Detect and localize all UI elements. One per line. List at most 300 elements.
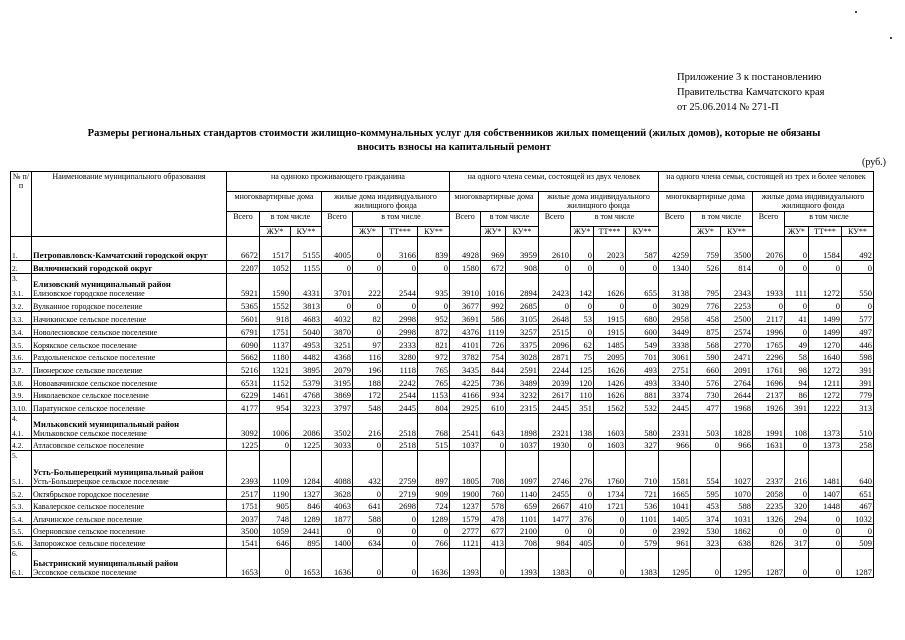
value-cell: 708 bbox=[506, 537, 539, 549]
appendix-line-2: Правительства Камчатского края bbox=[677, 87, 825, 98]
value-cell: 82 bbox=[353, 312, 383, 325]
value-cell: 821 bbox=[418, 338, 450, 351]
value-cell: 2518 bbox=[383, 439, 418, 451]
header-ku: КУ** bbox=[291, 227, 322, 237]
header-including: в том числе bbox=[571, 212, 659, 227]
value-cell: 0 bbox=[785, 525, 809, 537]
value-cell: 2331 bbox=[659, 414, 691, 439]
value-cell: 532 bbox=[626, 401, 659, 414]
value-cell: 2515 bbox=[539, 325, 571, 338]
value-cell: 1052 bbox=[260, 261, 291, 274]
header-individual-1: жилые дома индивидуального жилищного фонда bbox=[322, 192, 450, 212]
value-cell: 0 bbox=[353, 325, 383, 338]
value-cell: 1926 bbox=[753, 401, 785, 414]
value-cell: 568 bbox=[691, 338, 721, 351]
value-cell: 1968 bbox=[721, 401, 753, 414]
value-cell: 2244 bbox=[539, 363, 571, 376]
value-cell: 323 bbox=[691, 537, 721, 549]
value-cell: 58 bbox=[785, 351, 809, 363]
municipality-name bbox=[32, 537, 227, 549]
value-cell: 4177 bbox=[227, 401, 260, 414]
value-cell: 138 bbox=[571, 414, 594, 439]
value-cell: 1761 bbox=[753, 363, 785, 376]
value-cell: 1295 bbox=[721, 549, 753, 578]
municipality-name-text: Озерновское сельское поселение bbox=[33, 527, 146, 536]
municipality-name-text: Паратунское сельское поселение bbox=[33, 404, 145, 413]
value-cell: 1041 bbox=[659, 500, 691, 512]
value-cell: 2719 bbox=[383, 487, 418, 500]
value-cell: 660 bbox=[691, 363, 721, 376]
value-cell: 0 bbox=[809, 261, 842, 274]
value-cell: 351 bbox=[571, 401, 594, 414]
value-cell: 992 bbox=[481, 299, 506, 312]
value-cell: 814 bbox=[721, 261, 753, 274]
municipality-name-text: Вулканное городское поселение bbox=[33, 302, 143, 311]
value-cell: 2337 bbox=[753, 451, 785, 487]
value-cell: 1862 bbox=[721, 525, 753, 537]
value-cell: 3138 bbox=[659, 274, 691, 299]
value-cell: 5155 bbox=[291, 237, 322, 261]
value-cell: 0 bbox=[594, 261, 626, 274]
value-cell: 4088 bbox=[322, 451, 353, 487]
value-cell: 0 bbox=[322, 299, 353, 312]
value-cell: 1751 bbox=[227, 500, 260, 512]
value-cell: 5365 bbox=[227, 299, 260, 312]
value-cell: 0 bbox=[418, 299, 450, 312]
header-including: в том числе bbox=[353, 212, 450, 227]
row-number: 3.9. bbox=[11, 389, 32, 401]
value-cell: 1383 bbox=[539, 549, 571, 578]
value-cell: 1640 bbox=[809, 351, 842, 363]
value-cell: 1340 bbox=[659, 261, 691, 274]
value-cell: 2296 bbox=[753, 351, 785, 363]
value-cell: 1032 bbox=[842, 512, 874, 525]
row-number: 3.8. bbox=[11, 376, 32, 389]
value-cell: 1760 bbox=[594, 451, 626, 487]
value-cell: 0 bbox=[809, 512, 842, 525]
value-cell: 276 bbox=[571, 451, 594, 487]
municipality-name-text: Апачинское сельское поселение bbox=[33, 515, 143, 524]
table-row bbox=[11, 401, 874, 414]
value-cell: 598 bbox=[842, 351, 874, 363]
value-cell: 2037 bbox=[227, 512, 260, 525]
value-cell: 2998 bbox=[383, 325, 418, 338]
value-cell: 391 bbox=[842, 363, 874, 376]
value-cell: 2610 bbox=[539, 237, 571, 261]
header-ku: КУ** bbox=[418, 227, 450, 237]
value-cell: 5216 bbox=[227, 363, 260, 376]
value-cell: 0 bbox=[842, 299, 874, 312]
value-cell: 1448 bbox=[809, 500, 842, 512]
municipality-name bbox=[32, 414, 227, 439]
value-cell: 4768 bbox=[291, 389, 322, 401]
municipality-name bbox=[32, 363, 227, 376]
value-cell: 3033 bbox=[322, 439, 353, 451]
value-cell: 550 bbox=[842, 274, 874, 299]
value-cell: 467 bbox=[842, 500, 874, 512]
value-cell: 578 bbox=[481, 500, 506, 512]
value-cell: 2667 bbox=[539, 500, 571, 512]
document-title bbox=[14, 127, 894, 155]
value-cell: 1828 bbox=[721, 414, 753, 439]
value-cell: 768 bbox=[418, 414, 450, 439]
value-cell: 549 bbox=[626, 338, 659, 351]
value-cell: 1121 bbox=[450, 537, 481, 549]
value-cell: 588 bbox=[353, 512, 383, 525]
value-cell: 1721 bbox=[594, 500, 626, 512]
header-zhu: ЖУ* bbox=[353, 227, 383, 237]
value-cell: 2333 bbox=[383, 338, 418, 351]
value-cell: 1407 bbox=[809, 487, 842, 500]
value-cell: 49 bbox=[785, 338, 809, 351]
municipality-name bbox=[32, 389, 227, 401]
value-cell: 640 bbox=[842, 451, 874, 487]
municipality-name-text: Новоавачинское сельское поселение bbox=[33, 379, 158, 388]
value-cell: 0 bbox=[353, 439, 383, 451]
value-cell: 2998 bbox=[383, 312, 418, 325]
header-tt: ТТ*** bbox=[383, 227, 418, 237]
value-cell: 3500 bbox=[227, 525, 260, 537]
value-cell: 1140 bbox=[506, 487, 539, 500]
municipality-name bbox=[32, 325, 227, 338]
value-cell: 6229 bbox=[227, 389, 260, 401]
value-cell: 766 bbox=[418, 537, 450, 549]
value-cell: 600 bbox=[626, 325, 659, 338]
value-cell: 1426 bbox=[594, 376, 626, 389]
value-cell: 0 bbox=[418, 525, 450, 537]
value-cell: 2058 bbox=[753, 487, 785, 500]
value-cell: 3223 bbox=[291, 401, 322, 414]
value-cell: 588 bbox=[721, 500, 753, 512]
value-cell: 2770 bbox=[721, 338, 753, 351]
value-cell: 0 bbox=[353, 261, 383, 274]
value-cell: 0 bbox=[383, 537, 418, 549]
value-cell: 677 bbox=[481, 525, 506, 537]
value-cell: 2574 bbox=[721, 325, 753, 338]
value-cell: 3257 bbox=[506, 325, 539, 338]
value-cell: 2698 bbox=[383, 500, 418, 512]
value-cell: 0 bbox=[322, 525, 353, 537]
value-cell: 320 bbox=[785, 500, 809, 512]
header-zhu: ЖУ* bbox=[691, 227, 721, 237]
value-cell: 0 bbox=[785, 299, 809, 312]
value-cell: 710 bbox=[626, 451, 659, 487]
row-number bbox=[11, 549, 32, 578]
value-cell: 804 bbox=[418, 401, 450, 414]
value-cell: 1581 bbox=[659, 451, 691, 487]
value-cell: 1101 bbox=[506, 512, 539, 525]
value-cell: 1653 bbox=[291, 549, 322, 578]
header-total: Всего bbox=[227, 212, 260, 237]
municipality-name-text: Быстринский муниципальный район bbox=[33, 558, 179, 568]
value-cell: 0 bbox=[785, 487, 809, 500]
value-cell: 2500 bbox=[721, 312, 753, 325]
value-cell: 905 bbox=[260, 500, 291, 512]
value-cell: 1991 bbox=[753, 414, 785, 439]
row-number: 3.2. bbox=[11, 299, 32, 312]
value-cell: 736 bbox=[481, 376, 506, 389]
value-cell: 760 bbox=[481, 487, 506, 500]
value-cell: 0 bbox=[383, 512, 418, 525]
value-cell: 1027 bbox=[721, 451, 753, 487]
value-cell: 754 bbox=[481, 351, 506, 363]
value-cell: 1636 bbox=[322, 549, 353, 578]
value-cell: 216 bbox=[353, 414, 383, 439]
municipality-name-text: Пионерское сельское поселение bbox=[33, 366, 143, 375]
value-cell: 477 bbox=[691, 401, 721, 414]
value-cell: 1900 bbox=[450, 487, 481, 500]
value-cell: 3500 bbox=[721, 237, 753, 261]
municipality-name-text: Начикинское сельское поселение bbox=[33, 315, 147, 324]
value-cell: 172 bbox=[353, 389, 383, 401]
value-cell: 1405 bbox=[659, 512, 691, 525]
value-cell: 2086 bbox=[291, 414, 322, 439]
municipality-name-text: Мильковский муниципальный район bbox=[33, 419, 179, 429]
value-cell: 4032 bbox=[322, 312, 353, 325]
value-cell: 1031 bbox=[721, 512, 753, 525]
municipality-name bbox=[32, 338, 227, 351]
value-cell: 492 bbox=[842, 237, 874, 261]
value-cell: 0 bbox=[571, 261, 594, 274]
title-line-2: вносить взносы на капитальный ремонт bbox=[357, 142, 551, 153]
row-number-main: 6. bbox=[12, 549, 18, 558]
row-number: 3.7. bbox=[11, 363, 32, 376]
value-cell: 0 bbox=[571, 525, 594, 537]
value-cell: 3869 bbox=[322, 389, 353, 401]
value-cell: 294 bbox=[785, 512, 809, 525]
row-number-sub: 5.1. bbox=[12, 477, 24, 486]
value-cell: 2685 bbox=[506, 299, 539, 312]
value-cell: 0 bbox=[481, 439, 506, 451]
value-cell: 776 bbox=[691, 299, 721, 312]
header-ku: КУ** bbox=[842, 227, 874, 237]
table-row bbox=[11, 312, 874, 325]
value-cell: 2023 bbox=[594, 237, 626, 261]
value-cell: 1541 bbox=[227, 537, 260, 549]
value-cell: 405 bbox=[571, 537, 594, 549]
value-cell: 4166 bbox=[450, 389, 481, 401]
row-number-main: 4. bbox=[12, 414, 18, 423]
value-cell: 586 bbox=[481, 312, 506, 325]
row-number: 5.6. bbox=[11, 537, 32, 549]
row-number bbox=[11, 274, 32, 299]
row-number: 3.6. bbox=[11, 351, 32, 363]
value-cell: 984 bbox=[539, 537, 571, 549]
value-cell: 701 bbox=[626, 351, 659, 363]
header-group-three: на одного члена семьи, состоящей из трех и более человек bbox=[659, 172, 874, 192]
value-cell: 327 bbox=[626, 439, 659, 451]
value-cell: 765 bbox=[418, 376, 450, 389]
value-cell: 1118 bbox=[383, 363, 418, 376]
value-cell: 0 bbox=[353, 549, 383, 578]
value-cell: 590 bbox=[691, 351, 721, 363]
value-cell: 3677 bbox=[450, 299, 481, 312]
row-number: 4.2. bbox=[11, 439, 32, 451]
value-cell: 313 bbox=[842, 401, 874, 414]
value-cell: 75 bbox=[571, 351, 594, 363]
value-cell: 1485 bbox=[594, 338, 626, 351]
value-cell: 1590 bbox=[260, 274, 291, 299]
municipality-name-text: Елизовский муниципальный район bbox=[33, 279, 171, 289]
value-cell: 0 bbox=[594, 549, 626, 578]
value-cell: 2746 bbox=[539, 451, 571, 487]
value-cell: 1499 bbox=[809, 312, 842, 325]
value-cell: 846 bbox=[291, 500, 322, 512]
value-cell: 0 bbox=[539, 299, 571, 312]
value-cell: 1552 bbox=[260, 299, 291, 312]
value-cell: 2091 bbox=[721, 363, 753, 376]
value-cell: 98 bbox=[785, 363, 809, 376]
header-name: Наименование муниципального образования bbox=[32, 172, 227, 237]
value-cell: 2541 bbox=[450, 414, 481, 439]
value-cell: 3375 bbox=[506, 338, 539, 351]
municipality-name bbox=[32, 312, 227, 325]
value-cell: 918 bbox=[260, 312, 291, 325]
value-cell: 2321 bbox=[539, 414, 571, 439]
municipality-name bbox=[32, 451, 227, 487]
value-cell: 1137 bbox=[260, 338, 291, 351]
value-cell: 2117 bbox=[753, 312, 785, 325]
value-cell: 1915 bbox=[594, 312, 626, 325]
value-cell: 577 bbox=[842, 312, 874, 325]
municipality-name-text: Николаевское сельское поселение bbox=[33, 391, 149, 400]
value-cell: 216 bbox=[785, 451, 809, 487]
value-cell: 4063 bbox=[322, 500, 353, 512]
value-cell: 1930 bbox=[539, 439, 571, 451]
value-cell: 966 bbox=[721, 439, 753, 451]
value-cell: 1603 bbox=[594, 414, 626, 439]
value-cell: 3870 bbox=[322, 325, 353, 338]
value-cell: 125 bbox=[571, 363, 594, 376]
settlement-name: Елизовское городское поселение bbox=[33, 289, 145, 298]
table-row bbox=[11, 237, 874, 261]
value-cell: 478 bbox=[481, 512, 506, 525]
value-cell: 5601 bbox=[227, 312, 260, 325]
value-cell: 0 bbox=[753, 261, 785, 274]
value-cell: 0 bbox=[691, 439, 721, 451]
header-total: Всего bbox=[753, 212, 785, 237]
value-cell: 2648 bbox=[539, 312, 571, 325]
value-cell: 6090 bbox=[227, 338, 260, 351]
value-cell: 3028 bbox=[506, 351, 539, 363]
value-cell: 0 bbox=[571, 549, 594, 578]
value-cell: 3502 bbox=[322, 414, 353, 439]
standards-table bbox=[10, 171, 874, 578]
value-cell: 53 bbox=[571, 312, 594, 325]
value-cell: 410 bbox=[571, 500, 594, 512]
value-cell: 1059 bbox=[260, 525, 291, 537]
value-cell: 0 bbox=[594, 525, 626, 537]
value-cell: 2871 bbox=[539, 351, 571, 363]
value-cell: 196 bbox=[353, 363, 383, 376]
scan-speck bbox=[890, 37, 892, 39]
value-cell: 1272 bbox=[809, 363, 842, 376]
value-cell: 595 bbox=[691, 487, 721, 500]
table-row bbox=[11, 512, 874, 525]
row-number: 3.10. bbox=[11, 401, 32, 414]
value-cell: 0 bbox=[785, 237, 809, 261]
header-including: в том числе bbox=[785, 212, 874, 227]
header-group-two: на одного члена семьи, состоящей из двух человек bbox=[450, 172, 659, 192]
municipality-name-text: Кавалерское сельское поселение bbox=[33, 502, 145, 511]
value-cell: 3338 bbox=[659, 338, 691, 351]
value-cell: 4953 bbox=[291, 338, 322, 351]
value-cell: 3029 bbox=[659, 299, 691, 312]
value-cell: 0 bbox=[481, 549, 506, 578]
row-number-main: 3. bbox=[12, 274, 18, 283]
value-cell: 1289 bbox=[291, 512, 322, 525]
value-cell: 909 bbox=[418, 487, 450, 500]
value-cell: 2591 bbox=[506, 363, 539, 376]
row-number-sub: 4.1. bbox=[12, 429, 24, 438]
value-cell: 4928 bbox=[450, 237, 481, 261]
value-cell: 3959 bbox=[506, 237, 539, 261]
value-cell: 1580 bbox=[450, 261, 481, 274]
municipality-name-text: Петропавловск-Камчатский городской округ bbox=[33, 250, 208, 260]
value-cell: 1190 bbox=[260, 487, 291, 500]
municipality-name bbox=[32, 261, 227, 274]
table-row bbox=[11, 376, 874, 389]
table-row bbox=[11, 351, 874, 363]
value-cell: 509 bbox=[842, 537, 874, 549]
header-apartment-3: многоквартирные дома bbox=[659, 192, 753, 212]
value-cell: 2235 bbox=[753, 500, 785, 512]
value-cell: 0 bbox=[691, 549, 721, 578]
header-apartment-1: многоквартирные дома bbox=[227, 192, 322, 212]
table-row bbox=[11, 274, 874, 299]
value-cell: 724 bbox=[418, 500, 450, 512]
value-cell: 2423 bbox=[539, 274, 571, 299]
value-cell: 4331 bbox=[291, 274, 322, 299]
value-cell: 748 bbox=[260, 512, 291, 525]
appendix-line-1: Приложение 3 к постановлению bbox=[677, 72, 822, 83]
value-cell: 1272 bbox=[809, 274, 842, 299]
value-cell: 2393 bbox=[227, 451, 260, 487]
value-cell: 954 bbox=[260, 401, 291, 414]
value-cell: 2445 bbox=[659, 401, 691, 414]
header-apartment-2: многоквартирные дома bbox=[450, 192, 539, 212]
value-cell: 2096 bbox=[539, 338, 571, 351]
value-cell: 0 bbox=[571, 299, 594, 312]
value-cell: 1584 bbox=[809, 237, 842, 261]
value-cell: 94 bbox=[785, 376, 809, 389]
value-cell: 1696 bbox=[753, 376, 785, 389]
value-cell: 1665 bbox=[659, 487, 691, 500]
value-cell: 0 bbox=[809, 549, 842, 578]
value-cell: 5662 bbox=[227, 351, 260, 363]
value-cell: 839 bbox=[418, 237, 450, 261]
municipality-name bbox=[32, 487, 227, 500]
value-cell: 2445 bbox=[383, 401, 418, 414]
value-cell: 0 bbox=[809, 525, 842, 537]
value-cell: 726 bbox=[481, 338, 506, 351]
value-cell: 2242 bbox=[383, 376, 418, 389]
value-cell: 1101 bbox=[626, 512, 659, 525]
value-cell: 86 bbox=[785, 389, 809, 401]
value-cell: 1225 bbox=[227, 439, 260, 451]
value-cell: 222 bbox=[353, 274, 383, 299]
value-cell: 2777 bbox=[450, 525, 481, 537]
value-cell: 844 bbox=[481, 363, 506, 376]
value-cell: 641 bbox=[353, 500, 383, 512]
header-row-groups bbox=[11, 172, 874, 192]
value-cell: 1499 bbox=[809, 325, 842, 338]
value-cell: 1898 bbox=[506, 414, 539, 439]
value-cell: 1287 bbox=[842, 549, 874, 578]
value-cell: 646 bbox=[260, 537, 291, 549]
value-cell: 4101 bbox=[450, 338, 481, 351]
value-cell: 1321 bbox=[260, 363, 291, 376]
